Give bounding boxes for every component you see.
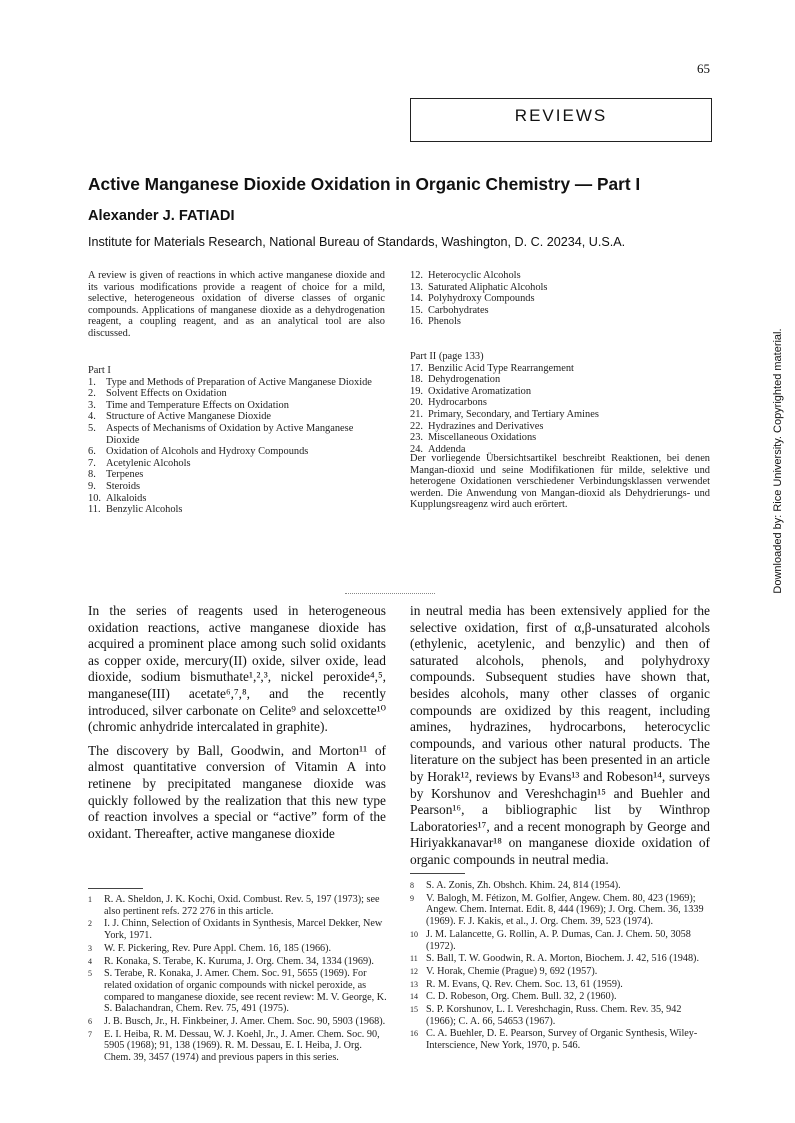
footnote [88,894,388,917]
toc-item-title: Hydrazines and Derivatives [428,420,544,432]
footnote-marker: 11 [410,954,418,964]
footnote-marker: 8 [410,881,414,890]
toc-item [410,409,710,421]
body-paragraph: The discovery by Ball, Goodwin, and Morton¹¹ of almost quantitative conversion of Vitamin A into retinene by precipitated manganese dioxide was quickly followed by the realization that this new type of reaction involves a special or “active” form of the oxidant. Thereafter, active manganese dioxide [88,742,386,841]
footnote-text: S. Ball, T. W. Goodwin, R. A. Morton, Biochem. J. 42, 516 (1948). [426,953,699,965]
toc-item-title: Addenda [428,443,466,455]
toc-item-number: 19. [410,385,423,397]
download-watermark [768,245,788,685]
body-paragraph: In the series of reagents used in heterogeneous oxidation reactions, active manganese dioxide has acquired a prominent place among such solid oxidants as copper oxide, mercury(II) oxide, silver oxide, lead dioxide, sodium bismuthate¹,²,³, nickel peroxide⁴,⁵, manganese(III) acetate⁶,⁷,⁸, and the recently introduced, silver carbonate on Celite⁹ and seloxcette¹⁰ (chromic anhydride intercalated in graphite). [88,603,386,735]
toc-item [88,377,388,389]
toc-item-title: Structure of Active Manganese Dioxide [106,411,272,423]
toc-item-title: Heterocyclic Alcohols [428,270,521,281]
toc-item-title: Benzilic Acid Type Rearrangement [428,362,574,374]
toc-item-number: 22. [410,420,423,432]
footnote [88,1029,388,1064]
toc-item [88,493,388,505]
toc-item-number: 13. [410,281,423,293]
toc-item-number: 14. [410,293,423,305]
footnote-text: S. P. Korshunov, L. I. Vereshchagin, Russ. Chem. Rev. 35, 942 (1966); C. A. 66, 54653 (1967). [426,1004,682,1027]
toc-item-number: 12. [410,270,423,281]
footnote [410,966,710,978]
toc-item [88,423,388,446]
toc-item [88,400,388,412]
toc-item-title: Type and Methods of Preparation of Active Manganese Dioxide [106,376,372,388]
footnote [410,880,710,892]
toc-item-title: Solvent Effects on Oxidation [106,388,227,400]
footnote-text: V. Balogh, M. Fétizon, M. Golfier, Angew. Chem. 80, 423 (1969); Angew. Chem. Internat. Edit. 8, 444 (1969); J. Org. Chem. 36, 1339 (1969). F. J. Kakis, et al., J. Org. Chem. 39, 523 (1974). [426,892,704,928]
footnote [410,1028,710,1051]
toc-item-title: Miscellaneous Oxidations [428,432,537,444]
footnote-marker: 5 [88,969,92,979]
toc-item [410,397,710,409]
toc-item-title: Alkaloids [106,492,147,504]
footnote [410,1004,710,1027]
footnote-marker: 13 [410,979,418,989]
toc-item-number: 3. [88,399,96,411]
footnote-marker: 4 [88,956,92,966]
download-watermark-text: Downloaded by: Rice University. Copyrighted material. [772,328,784,594]
abstract-english: A review is given of reactions in which active manganese dioxide and its various modifications provide a reagent of choice for a mild, selective, heterogeneous oxidation of diverse classes of organic compounds. Applications of manganese dioxide as a dehydrogenation reagent, a coupling reagent, and as an analytical tool are also discussed. [88,270,385,339]
footnote [410,953,710,965]
footnote-text: R. M. Evans, Q. Rev. Chem. Soc. 13, 61 (1959). [426,978,623,990]
toc-item-title: Terpenes [106,469,144,481]
toc-item [410,386,710,398]
toc-item-title: Steroids [106,480,141,492]
abstract-german: Der vorliegende Übersichtsartikel beschreibt Reaktionen, bei denen Mangan-dioxid und seine Modifikationen für milde, selektive und heterogene Oxidationen verschiedener Verbindungsklassen verwendet werden. Die Anwendung von Mangan-dioxid als Dehydrierungs- und Kupplungsreagenz wird auch erörtert. [410,453,710,511]
toc-item-number: 21. [410,408,423,420]
toc-item-number: 16. [410,316,423,328]
toc-item-number: 5. [88,422,96,434]
footnote [88,918,388,941]
footnote [410,893,710,928]
toc-item [410,374,710,386]
footnotes-left [88,894,388,1065]
toc-item-title: Acetylenic Alcohols [106,457,191,469]
toc-item-number: 23. [410,432,423,444]
footnote [88,943,388,955]
footnote-text: C. D. Robeson, Org. Chem. Bull. 32, 2 (1960). [426,991,617,1003]
footnote-text: R. A. Sheldon, J. K. Kochi, Oxid. Combust. Rev. 5, 197 (1973); see also pertinent refs. 272 276 in this article. [104,894,380,917]
toc-item [88,458,388,470]
footnote-text: C. A. Buehler, D. E. Pearson, Survey of Organic Synthesis, Wiley-Interscience, New York, 1970, p. 546. [426,1028,698,1052]
footnote [88,956,388,968]
toc-item-number: 20. [410,397,423,409]
toc-item-number: 4. [88,411,96,423]
toc-item-number: 11. [88,504,101,516]
toc-item-number: 15. [410,304,423,316]
section-label: REVIEWS [514,106,608,125]
body-column-right [410,603,710,876]
footnote-marker: 15 [410,1005,418,1015]
footnote-marker: 1 [88,895,92,904]
toc-part-1-continued [410,270,710,328]
toc-item-number: 9. [88,480,96,492]
toc-part-2-heading: Part II (page 133) [410,351,484,362]
footnote-marker: 3 [88,943,92,953]
footnote [410,929,710,952]
footnote [410,991,710,1003]
toc-item-number: 1. [88,376,96,388]
body-paragraph: in neutral media has been extensively applied for the selective oxidation, first of α,β-unsaturated alcohols (ethylenic, acetylenic, and benzylic) and then of saturated alcohols, phenols, and polyhydroxy compounds. Subsequent studies have shown that, besides alcohols, many other classes of organic compounds are oxidized by this reagent, including amines, hydrazines, hydrocarbons, heterocyclic compounds, and various other natural products. The literature on the subject has been presented in an article by Horak¹², reviews by Evans¹³ and Robeson¹⁴, surveys by Korshunov and Vereshchagin¹⁵ and Buehler and Pearson¹⁶, a bibliographic list by Winthrop Laboratories¹⁷, and a recent monograph by George and Hiriyakkanavar¹⁸ on manganese dioxide oxidation of organic compounds in neutral media. [410,603,710,867]
toc-item [410,270,710,282]
author-name: Alexander J. FATIADI [88,208,235,224]
toc-item-number: 10. [88,492,101,504]
toc-item-title: Time and Temperature Effects on Oxidation [106,399,289,411]
toc-item [88,469,388,481]
toc-item [88,411,388,423]
footnote-marker: 12 [410,966,418,976]
toc-item [410,363,710,375]
footnote-text: S. A. Zonis, Zh. Obshch. Khim. 24, 814 (1954). [426,880,621,891]
toc-item [410,432,710,444]
toc-item-number: 2. [88,388,96,400]
footnote-rule-left [88,888,143,889]
toc-item-title: Carbohydrates [428,304,489,316]
toc-part-1-list [88,377,388,516]
toc-item-title: Saturated Aliphatic Alcohols [428,281,548,293]
toc-item-number: 7. [88,457,96,469]
toc-item-number: 17. [410,362,423,374]
footnote [410,979,710,991]
footnote-marker: 16 [410,1029,418,1039]
toc-item-title: Oxidative Aromatization [428,385,532,397]
footnote-marker: 6 [88,1017,92,1027]
toc-item [88,388,388,400]
footnote-text: S. Terabe, R. Konaka, J. Amer. Chem. Soc. 91, 5655 (1969). For related oxidation of organic compounds with nickel peroxide, as compared to manganese dioxide, see recent review: M. V. George, K. S. Balachandran, Chem. Rev. 75, 491 (1975). [104,968,387,1015]
toc-part-2 [410,351,710,455]
toc-item-number: 6. [88,446,96,458]
footnote-text: W. F. Pickering, Rev. Pure Appl. Chem. 16, 185 (1966). [104,942,332,954]
toc-item [410,421,710,433]
footnote-text: V. Horak, Chemie (Prague) 9, 692 (1957). [426,965,598,977]
body-column-left [88,603,386,849]
toc-item-number: 18. [410,374,423,386]
toc-item-title: Dehydrogenation [428,374,501,386]
footnote [88,1016,388,1028]
footnote-text: J. M. Lalancette, G. Rollin, A. P. Dumas, Can. J. Chem. 50, 3058 (1972). [426,928,691,952]
footnote-marker: 7 [88,1029,92,1039]
footnote-marker: 2 [88,919,92,929]
footnote-marker: 9 [410,893,414,903]
toc-item [410,305,710,317]
toc-item [410,282,710,294]
toc-item [410,293,710,305]
toc-item [410,316,710,328]
page-number: 65 [697,61,710,76]
author-affiliation: Institute for Materials Research, National Bureau of Standards, Washington, D. C. 20234, U.S.A. [88,235,626,249]
footnote [88,968,388,1015]
toc-part-2-list [410,363,710,456]
toc-part-1 [88,365,388,516]
toc-item-number: 8. [88,469,96,481]
footnote-marker: 14 [410,992,418,1002]
toc-item [88,481,388,493]
toc-item [88,446,388,458]
toc-item-title: Benzylic Alcohols [106,504,183,516]
toc-item-number: 24. [410,443,423,455]
toc-part-1-heading: Part I [88,365,111,376]
toc-part-1-continued-list [410,270,710,328]
toc-item-title: Polyhydroxy Compounds [428,293,535,305]
toc-item-title: Aspects of Mechanisms of Oxidation by Active Manganese Dioxide [106,422,354,446]
footnote-text: I. J. Chinn, Selection of Oxidants in Synthesis, Marcel Dekker, New York, 1971. [104,918,383,942]
footnote-text: J. B. Busch, Jr., H. Finkbeiner, J. Amer. Chem. Soc. 90, 5903 (1968). [104,1016,386,1028]
toc-item-title: Oxidation of Alcohols and Hydroxy Compounds [106,446,309,458]
footnote-text: E. I. Heiba, R. M. Dessau, W. J. Koehl, Jr., J. Amer. Chem. Soc. 90, 5905 (1968); 91, 138 (1969). R. M. Dessau, E. I. Heiba, J. Org. Chem. 39, 3457 (1974) and previous papers in this series. [104,1028,380,1064]
section-divider [345,593,435,594]
footnote-text: R. Konaka, S. Terabe, K. Kuruma, J. Org. Chem. 34, 1334 (1969). [104,955,374,967]
article-title: Active Manganese Dioxide Oxidation in Organic Chemistry — Part I [88,174,641,194]
toc-item-title: Hydrocarbons [428,397,487,409]
toc-item-title: Phenols [428,316,461,328]
toc-item-title: Primary, Secondary, and Tertiary Amines [428,408,599,420]
footnotes-right [410,880,710,1053]
toc-item [88,504,388,516]
footnote-marker: 10 [410,929,418,939]
footnote-rule-right [410,873,465,874]
